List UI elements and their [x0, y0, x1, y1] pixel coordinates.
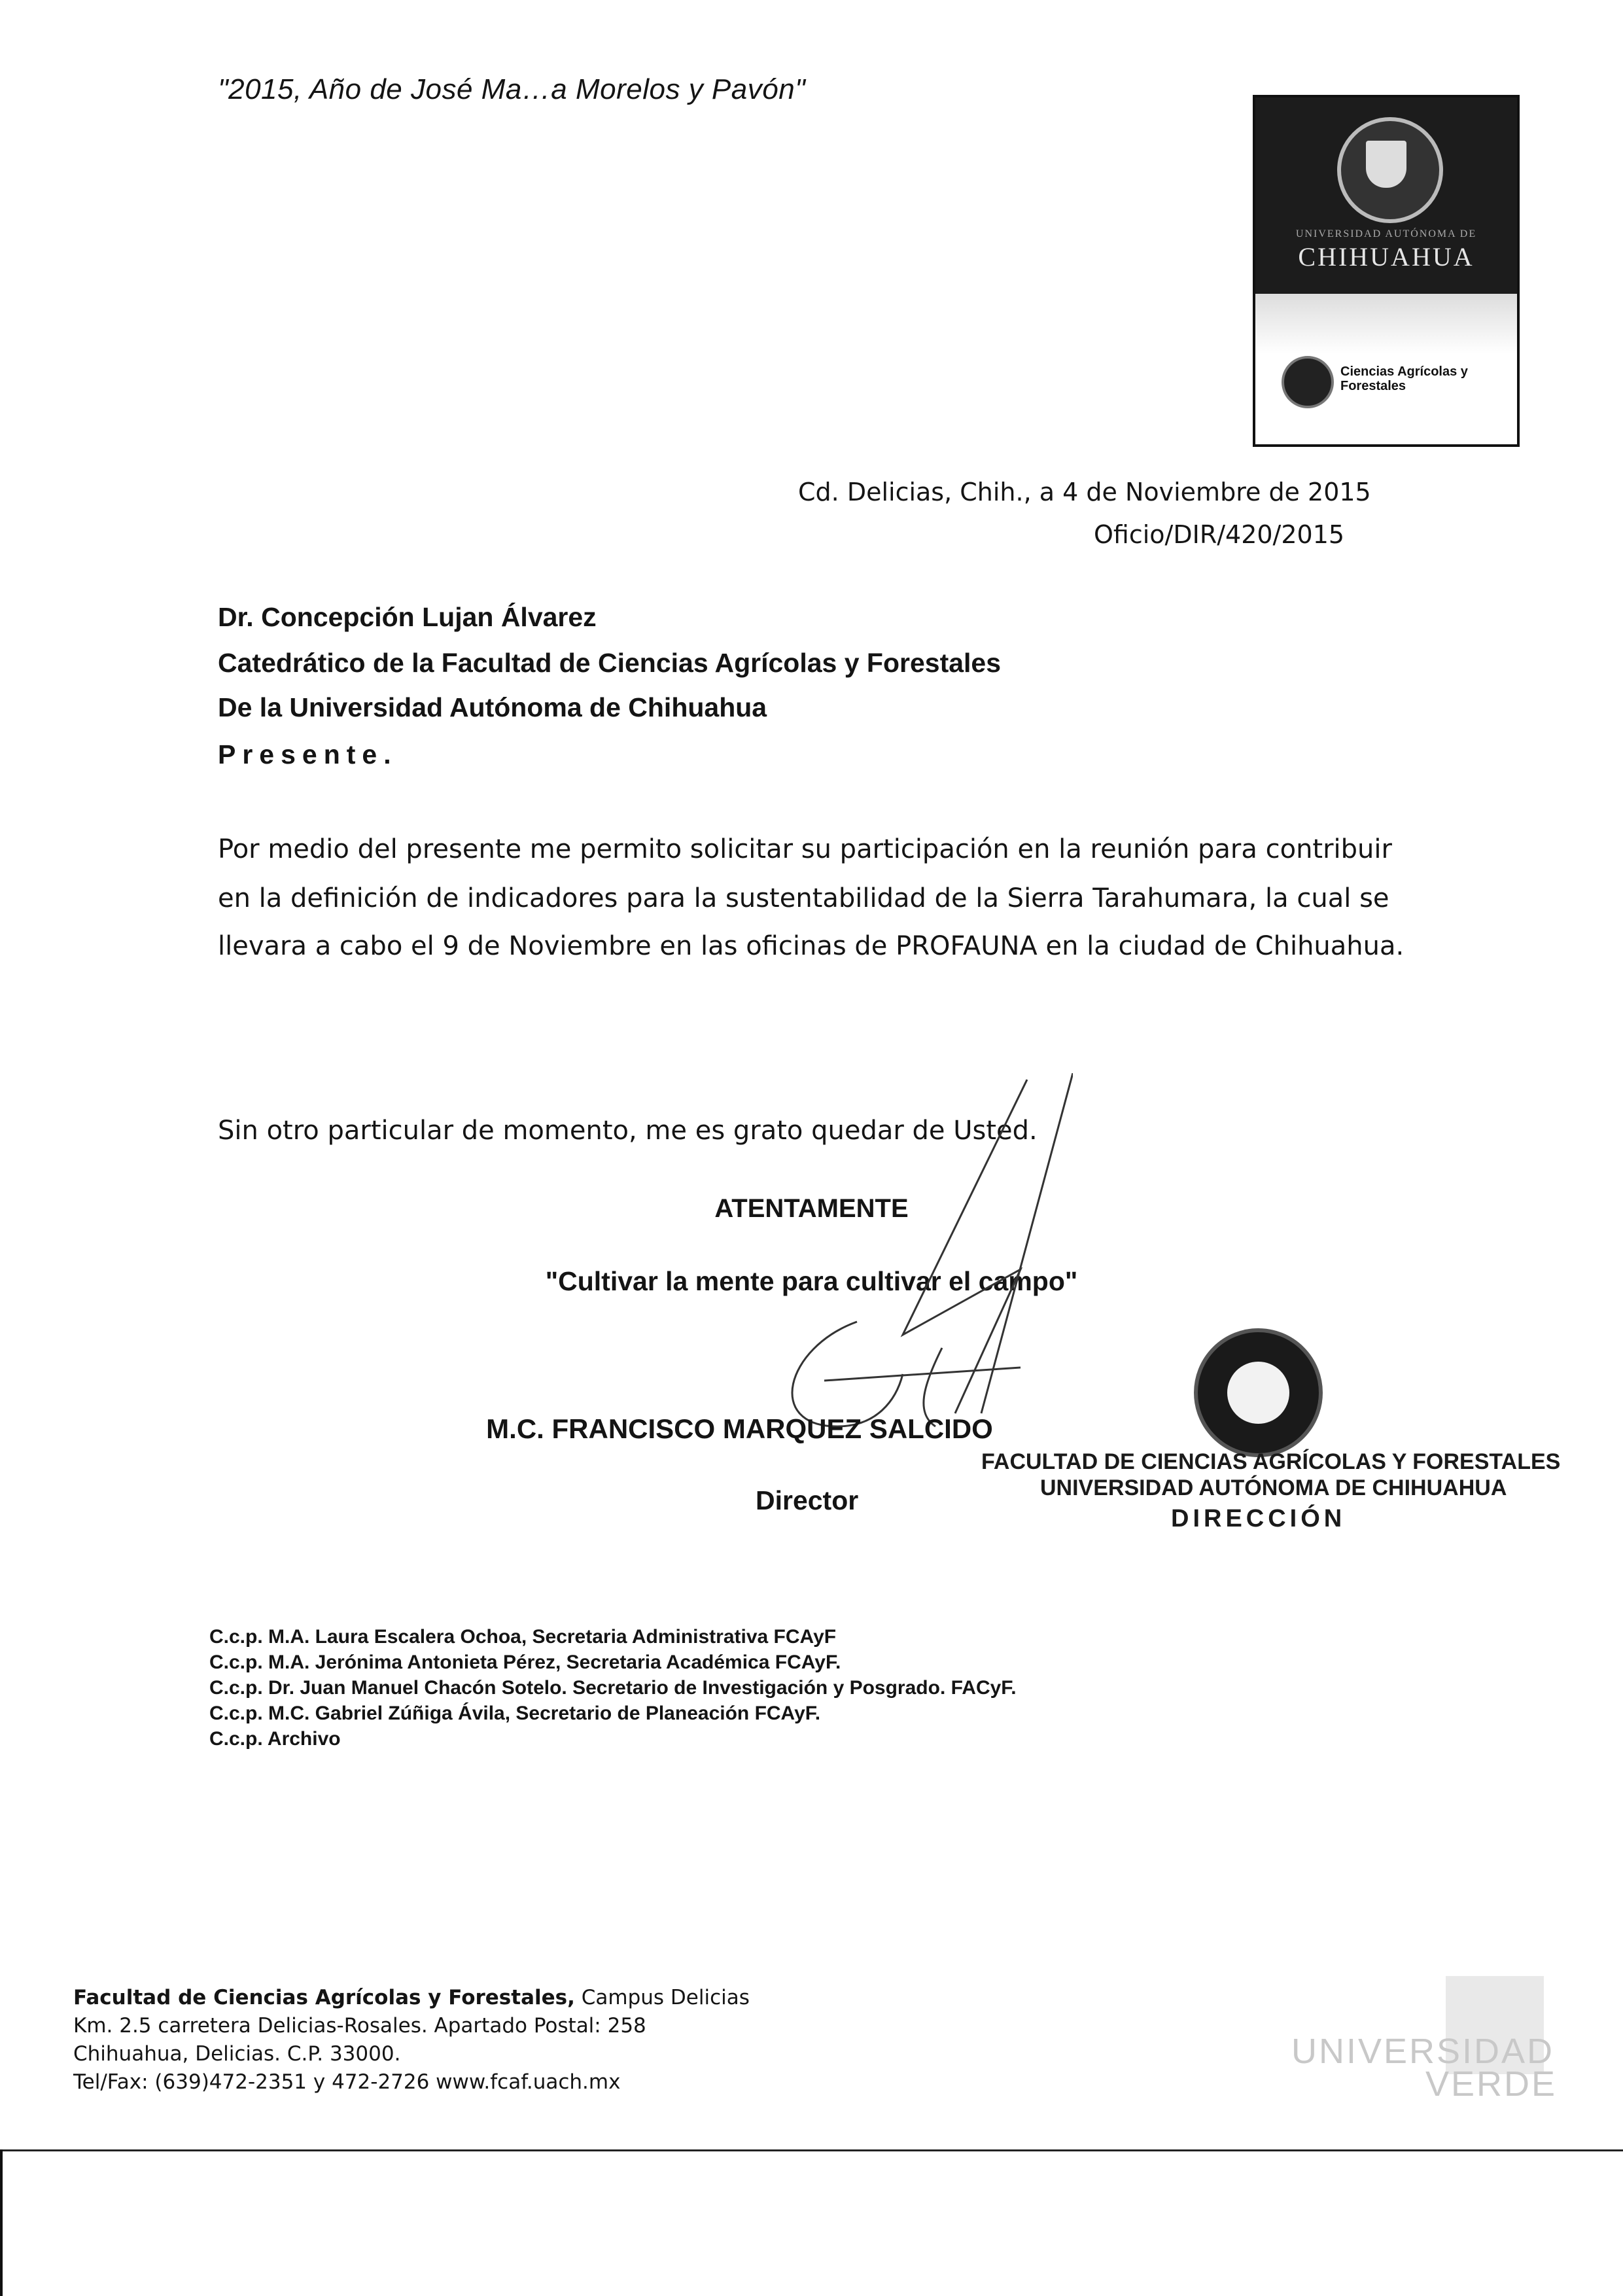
ccp-line: C.c.p. Dr. Juan Manuel Chacón Sotelo. Secretario de Investigación y Posgrado. FACyF.	[209, 1677, 1017, 1699]
universidad-verde-logo	[1289, 2032, 1557, 2104]
logo-university-subtitle: UNIVERSIDAD AUTÓNOMA DE	[1295, 228, 1477, 239]
year-motto: "2015, Año de José Ma…a Morelos y Pavón"	[218, 73, 806, 105]
footer-contact: Tel/Fax: (639)472-2351 y 472-2726 www.fcaf.uach.mx	[73, 2070, 621, 2094]
ccp-line: C.c.p. M.A. Jerónima Antonieta Pérez, Secretaria Académica FCAyF.	[209, 1651, 841, 1673]
logo-faculty-name: Ciencias Agrícolas y Forestales	[1340, 364, 1468, 393]
uv-line-2: VERDE	[1425, 2064, 1557, 2104]
ccp-line: C.c.p. M.A. Laura Escalera Ochoa, Secretaria Administrativa FCAyF	[209, 1626, 837, 1648]
body-line-3: llevara a cabo el 9 de Noviembre en las oficinas de PROFAUNA en la ciudad de Chihuahua.	[218, 931, 1405, 961]
faculty-seal-icon	[1282, 356, 1334, 408]
university-shield-icon	[1337, 117, 1443, 223]
recipient-title: Catedrático de la Facultad de Ciencias Agrícolas y Forestales	[218, 648, 1002, 678]
logo-university-name: CHIHUAHUA	[1298, 242, 1475, 272]
footer-faculty: Facultad de Ciencias Agrícolas y Forestales,	[73, 1986, 575, 2009]
stamp-direccion: DIRECCIÓN	[1171, 1505, 1346, 1532]
logo-faculty-band	[1255, 294, 1517, 444]
oficio-number: Oficio/DIR/420/2015	[1094, 520, 1345, 549]
footer-campus: Campus Delicias	[574, 1986, 750, 2009]
institutional-lema: "Cultivar la mente para cultivar el campo"	[545, 1266, 1078, 1296]
official-seal-icon	[1194, 1328, 1323, 1457]
ccp-line: C.c.p. Archivo	[209, 1728, 341, 1750]
signer-name: M.C. FRANCISCO MARQUEZ SALCIDO	[486, 1413, 993, 1444]
presente: Presente.	[218, 739, 398, 769]
body-line-1: Por medio del presente me permito solicitar su participación en la reunión para contribuir	[218, 834, 1392, 864]
atentamente: ATENTAMENTE	[714, 1194, 909, 1223]
footer-address-line-3: Chihuahua, Delicias. C.P. 33000.	[73, 2042, 401, 2066]
closing-line: Sin otro particular de momento, me es grato quedar de Usted.	[218, 1116, 1038, 1146]
place-date: Cd. Delicias, Chih., a 4 de Noviembre de 2015	[798, 478, 1371, 506]
stamp-faculty: FACULTAD DE CIENCIAS AGRÍCOLAS Y FORESTALES	[981, 1449, 1561, 1474]
university-logo	[1253, 95, 1520, 447]
footer-address-line-2: Km. 2.5 carretera Delicias-Rosales. Apartado Postal: 258	[73, 2014, 646, 2038]
stamp-university: UNIVERSIDAD AUTÓNOMA DE CHIHUAHUA	[1040, 1475, 1507, 1500]
body-line-2: en la definición de indicadores para la sustentabilidad de la Sierra Tarahumara, la cual se	[218, 883, 1389, 913]
recipient-name: Dr. Concepción Lujan Álvarez	[218, 602, 597, 632]
page-edge-mark	[0, 2149, 3, 2296]
recipient-institution: De la Universidad Autónoma de Chihuahua	[218, 692, 767, 722]
logo-header-band	[1255, 97, 1517, 294]
ccp-line: C.c.p. M.C. Gabriel Zúñiga Ávila, Secretario de Planeación FCAyF.	[209, 1703, 821, 1724]
uv-line-1: UNIVERSIDAD	[1291, 2032, 1555, 2071]
signer-position: Director	[756, 1485, 859, 1515]
page-edge-divider	[0, 2149, 1623, 2151]
footer-address-line-1	[73, 1986, 750, 2009]
